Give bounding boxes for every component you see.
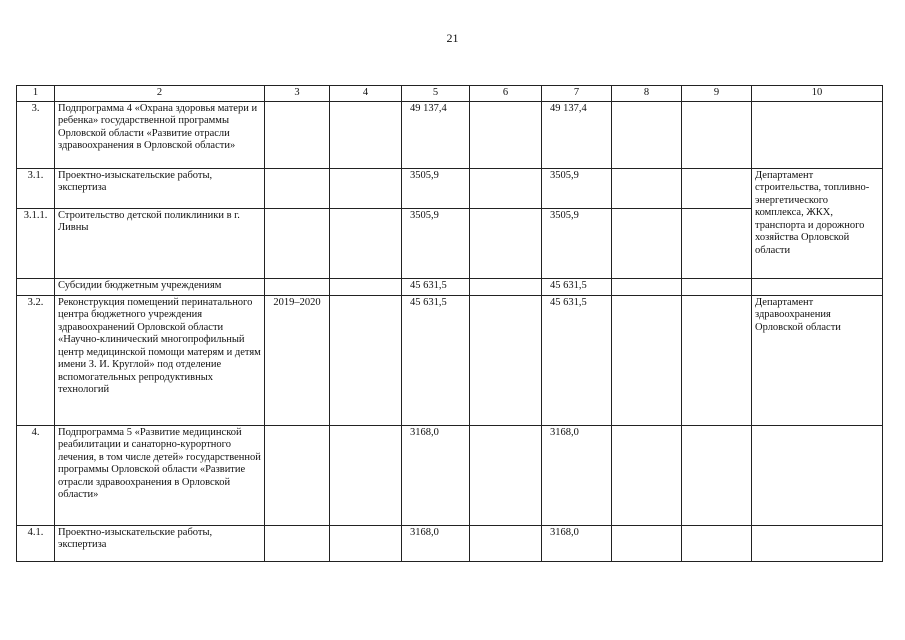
- row-name: Реконструкция помещений перинатального центра бюджетного учреждения здравоохранений Орловской области «Научно-клинический многопрофильный центр медицинской помощи матерям и детям имени З. И. Круглой» под отделение вспомогательных репродуктивных технологий: [55, 295, 265, 425]
- table-header-row: [17, 86, 883, 102]
- table-row: [17, 425, 883, 525]
- row-col-9: [682, 295, 752, 425]
- table-row: [17, 525, 883, 561]
- row-col-6: [470, 101, 542, 168]
- row-period: [265, 525, 330, 561]
- row-col-8: [612, 525, 682, 561]
- row-responsible: [752, 278, 883, 295]
- column-header: 6: [470, 86, 542, 102]
- row-name: Строительство детской поликлиники в г. Ливны: [55, 208, 265, 278]
- row-col-6: [470, 425, 542, 525]
- row-number: 3.: [17, 101, 55, 168]
- row-col-8: [612, 101, 682, 168]
- table-row: [17, 295, 883, 425]
- row-name: Проектно-изыскательские работы, экспертиза: [55, 168, 265, 208]
- column-header: 7: [542, 86, 612, 102]
- row-responsible: [752, 425, 883, 525]
- row-name: Субсидии бюджетным учреждениям: [55, 278, 265, 295]
- column-header: 10: [752, 86, 883, 102]
- row-col-9: [682, 425, 752, 525]
- column-header: 9: [682, 86, 752, 102]
- row-col-9: [682, 278, 752, 295]
- row-col-7: 3505,9: [542, 168, 612, 208]
- row-col-4: [330, 525, 402, 561]
- row-responsible: Департамент строительства, топливно-энергетического комплекса, ЖКХ, транспорта и дорожного хозяйства Орловской области: [752, 168, 883, 278]
- row-col-7: 45 631,5: [542, 278, 612, 295]
- row-col-4: [330, 425, 402, 525]
- row-col-8: [612, 295, 682, 425]
- row-col-6: [470, 295, 542, 425]
- row-period: [265, 101, 330, 168]
- row-col-5: 3505,9: [402, 208, 470, 278]
- row-col-6: [470, 168, 542, 208]
- row-col-7: 49 137,4: [542, 101, 612, 168]
- row-col-4: [330, 208, 402, 278]
- row-col-9: [682, 101, 752, 168]
- row-col-5: 3505,9: [402, 168, 470, 208]
- row-number: 3.2.: [17, 295, 55, 425]
- row-col-9: [682, 208, 752, 278]
- row-responsible: Департамент здравоохранения Орловской области: [752, 295, 883, 425]
- row-col-6: [470, 525, 542, 561]
- table-row: [17, 168, 883, 208]
- column-header: 2: [55, 86, 265, 102]
- row-period: [265, 168, 330, 208]
- row-col-7: 45 631,5: [542, 295, 612, 425]
- row-period: [265, 278, 330, 295]
- row-name: Проектно-изыскательские работы, экспертиза: [55, 525, 265, 561]
- row-col-6: [470, 208, 542, 278]
- row-col-4: [330, 278, 402, 295]
- row-number: 4.1.: [17, 525, 55, 561]
- page-number: 21: [446, 31, 459, 45]
- column-header: 8: [612, 86, 682, 102]
- row-period: [265, 425, 330, 525]
- table-row: [17, 278, 883, 295]
- table-row: [17, 101, 883, 168]
- column-header: 1: [17, 86, 55, 102]
- row-col-6: [470, 278, 542, 295]
- row-col-5: 3168,0: [402, 425, 470, 525]
- row-number: 3.1.: [17, 168, 55, 208]
- row-col-8: [612, 208, 682, 278]
- row-col-5: 49 137,4: [402, 101, 470, 168]
- row-number: [17, 278, 55, 295]
- row-col-8: [612, 278, 682, 295]
- row-col-9: [682, 168, 752, 208]
- row-col-7: 3168,0: [542, 525, 612, 561]
- row-col-5: 45 631,5: [402, 295, 470, 425]
- row-name: Подпрограмма 5 «Развитие медицинской реабилитации и санаторно-курортного лечения, в том числе детей» государственной программы Орловской области «Развитие отрасли здравоохранения в Орловской области»: [55, 425, 265, 525]
- row-number: 4.: [17, 425, 55, 525]
- row-col-4: [330, 295, 402, 425]
- row-period: [265, 208, 330, 278]
- row-responsible: [752, 101, 883, 168]
- row-col-8: [612, 168, 682, 208]
- data-table: [16, 85, 883, 562]
- row-responsible: [752, 525, 883, 561]
- row-col-7: 3168,0: [542, 425, 612, 525]
- row-name: Подпрограмма 4 «Охрана здоровья матери и ребенка» государственной программы Орловской области «Развитие отрасли здравоохранения в Орловской области»: [55, 101, 265, 168]
- row-col-5: 45 631,5: [402, 278, 470, 295]
- row-col-7: 3505,9: [542, 208, 612, 278]
- column-header: 4: [330, 86, 402, 102]
- row-period: 2019–2020: [265, 295, 330, 425]
- row-col-4: [330, 168, 402, 208]
- row-col-5: 3168,0: [402, 525, 470, 561]
- row-number: 3.1.1.: [17, 208, 55, 278]
- row-col-9: [682, 525, 752, 561]
- row-col-4: [330, 101, 402, 168]
- column-header: 5: [402, 86, 470, 102]
- column-header: 3: [265, 86, 330, 102]
- row-col-8: [612, 425, 682, 525]
